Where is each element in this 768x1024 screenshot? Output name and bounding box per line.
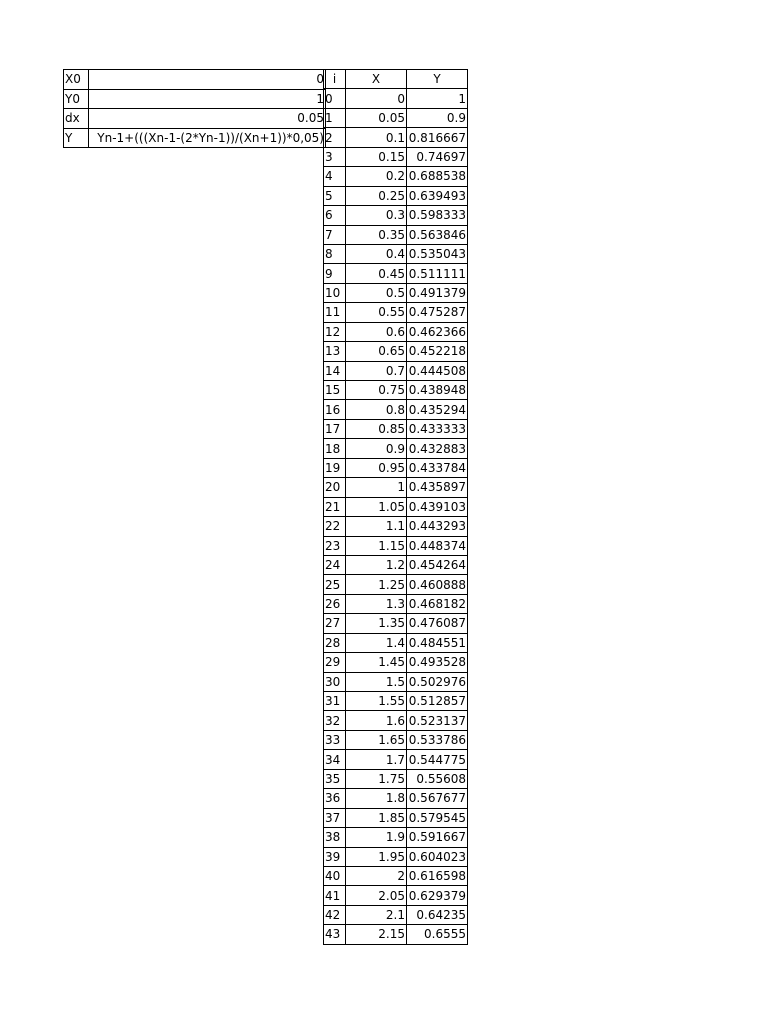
table-row (324, 206, 468, 225)
x-cell[interactable]: 1.85 (346, 808, 407, 827)
table-row (324, 866, 468, 885)
table-row (324, 128, 468, 147)
table-row (324, 497, 468, 516)
y-cell[interactable]: 0.567677 (407, 789, 468, 808)
y-cell[interactable]: 0.493528 (407, 653, 468, 672)
i-cell[interactable]: 35 (324, 769, 346, 788)
x-cell[interactable]: 0.15 (346, 147, 407, 166)
x-cell[interactable]: 1.45 (346, 653, 407, 672)
header-i[interactable]: i (324, 70, 346, 89)
x-cell[interactable]: 1.5 (346, 672, 407, 691)
table-row (324, 555, 468, 574)
y-cell[interactable]: 0.433784 (407, 458, 468, 477)
y-cell[interactable]: 0.460888 (407, 575, 468, 594)
i-cell[interactable]: 17 (324, 419, 346, 438)
i-cell[interactable]: 26 (324, 594, 346, 613)
header-y[interactable]: Y (407, 70, 468, 89)
x-cell[interactable]: 1.8 (346, 789, 407, 808)
y-cell[interactable]: 0.448374 (407, 536, 468, 555)
i-cell[interactable]: 0 (324, 89, 346, 108)
param-row (64, 128, 326, 148)
i-cell[interactable]: 10 (324, 283, 346, 302)
i-cell[interactable]: 18 (324, 439, 346, 458)
table-row (324, 905, 468, 924)
table-row (324, 419, 468, 438)
i-cell[interactable]: 23 (324, 536, 346, 555)
table-row (324, 225, 468, 244)
table-row (324, 692, 468, 711)
param-value-cell[interactable]: 0.05 (89, 109, 326, 129)
y-cell[interactable]: 0.544775 (407, 750, 468, 769)
y-cell[interactable]: 0.533786 (407, 730, 468, 749)
y-cell[interactable]: 0.523137 (407, 711, 468, 730)
x-cell[interactable]: 0.4 (346, 244, 407, 263)
y-cell[interactable]: 0.443293 (407, 517, 468, 536)
param-name-cell[interactable]: Y0 (64, 89, 89, 109)
y-cell[interactable]: 0.55608 (407, 769, 468, 788)
i-cell[interactable]: 34 (324, 750, 346, 769)
table-row (324, 458, 468, 477)
y-cell[interactable]: 0.6555 (407, 925, 468, 944)
x-cell[interactable]: 1.55 (346, 692, 407, 711)
i-cell[interactable]: 15 (324, 381, 346, 400)
x-cell[interactable]: 1.6 (346, 711, 407, 730)
table-row (324, 594, 468, 613)
x-cell[interactable]: 1.15 (346, 536, 407, 555)
table-row (324, 439, 468, 458)
table-row (324, 828, 468, 847)
y-cell[interactable]: 0.512857 (407, 692, 468, 711)
y-cell[interactable]: 0.468182 (407, 594, 468, 613)
x-cell[interactable]: 2.05 (346, 886, 407, 905)
x-cell[interactable]: 0.9 (346, 439, 407, 458)
i-cell[interactable]: 16 (324, 400, 346, 419)
i-cell[interactable]: 12 (324, 322, 346, 341)
table-row (324, 575, 468, 594)
i-cell[interactable]: 2 (324, 128, 346, 147)
y-cell[interactable]: 0.639493 (407, 186, 468, 205)
table-row (324, 108, 468, 127)
i-cell[interactable]: 31 (324, 692, 346, 711)
i-cell[interactable]: 22 (324, 517, 346, 536)
y-cell[interactable]: 0.688538 (407, 167, 468, 186)
i-cell[interactable]: 43 (324, 925, 346, 944)
y-cell[interactable]: 0.604023 (407, 847, 468, 866)
y-cell[interactable]: 0.476087 (407, 614, 468, 633)
i-cell[interactable]: 41 (324, 886, 346, 905)
i-cell[interactable]: 8 (324, 244, 346, 263)
parameters-body (64, 70, 326, 148)
x-cell[interactable]: 0 (346, 89, 407, 108)
results-header (324, 70, 468, 89)
x-cell[interactable]: 0.05 (346, 108, 407, 127)
param-value-cell[interactable]: 1 (89, 89, 326, 109)
i-cell[interactable]: 4 (324, 167, 346, 186)
i-cell[interactable]: 38 (324, 828, 346, 847)
y-cell[interactable]: 0.74697 (407, 147, 468, 166)
x-cell[interactable]: 1.1 (346, 517, 407, 536)
i-cell[interactable]: 25 (324, 575, 346, 594)
y-cell[interactable]: 1 (407, 89, 468, 108)
x-cell[interactable]: 1.35 (346, 614, 407, 633)
table-row (324, 400, 468, 419)
table-row (324, 167, 468, 186)
y-cell[interactable]: 0.816667 (407, 128, 468, 147)
x-cell[interactable]: 1.25 (346, 575, 407, 594)
x-cell[interactable]: 0.75 (346, 381, 407, 400)
i-cell[interactable]: 13 (324, 342, 346, 361)
x-cell[interactable]: 2.1 (346, 905, 407, 924)
table-row (324, 381, 468, 400)
i-cell[interactable]: 7 (324, 225, 346, 244)
param-name-cell[interactable]: dx (64, 109, 89, 129)
table-row (324, 283, 468, 302)
x-cell[interactable]: 0.8 (346, 400, 407, 419)
param-value-cell[interactable]: 0 (89, 70, 326, 90)
y-cell[interactable]: 0.616598 (407, 866, 468, 885)
i-cell[interactable]: 19 (324, 458, 346, 477)
table-row (324, 847, 468, 866)
table-row (324, 633, 468, 652)
x-cell[interactable]: 0.45 (346, 264, 407, 283)
i-cell[interactable]: 6 (324, 206, 346, 225)
y-cell[interactable]: 0.491379 (407, 283, 468, 302)
x-cell[interactable]: 0.3 (346, 206, 407, 225)
i-cell[interactable]: 24 (324, 555, 346, 574)
y-cell[interactable]: 0.435294 (407, 400, 468, 419)
x-cell[interactable]: 0.2 (346, 167, 407, 186)
y-cell[interactable]: 0.439103 (407, 497, 468, 516)
x-cell[interactable]: 1.75 (346, 769, 407, 788)
y-cell[interactable]: 0.435897 (407, 478, 468, 497)
parameters-table (63, 69, 326, 148)
y-cell[interactable]: 0.502976 (407, 672, 468, 691)
y-cell[interactable]: 0.444508 (407, 361, 468, 380)
i-cell[interactable]: 28 (324, 633, 346, 652)
table-row (324, 730, 468, 749)
table-row (324, 750, 468, 769)
results-body (324, 89, 468, 944)
table-row (324, 303, 468, 322)
i-cell[interactable]: 29 (324, 653, 346, 672)
x-cell[interactable]: 1.05 (346, 497, 407, 516)
y-cell[interactable]: 0.579545 (407, 808, 468, 827)
param-value-cell[interactable]: Yn-1+(((Xn-1-(2*Yn-1))/(Xn+1))*0,05) (89, 128, 326, 148)
header-x[interactable]: X (346, 70, 407, 89)
x-cell[interactable]: 1 (346, 478, 407, 497)
table-row (324, 672, 468, 691)
x-cell[interactable]: 1.3 (346, 594, 407, 613)
table-row (324, 89, 468, 108)
table-row (324, 478, 468, 497)
i-cell[interactable]: 42 (324, 905, 346, 924)
x-cell[interactable]: 0.65 (346, 342, 407, 361)
table-row (324, 186, 468, 205)
x-cell[interactable]: 1.2 (346, 555, 407, 574)
table-row (324, 925, 468, 944)
x-cell[interactable]: 0.25 (346, 186, 407, 205)
x-cell[interactable]: 2 (346, 866, 407, 885)
y-cell[interactable]: 0.433333 (407, 419, 468, 438)
i-cell[interactable]: 20 (324, 478, 346, 497)
y-cell[interactable]: 0.598333 (407, 206, 468, 225)
header-row (324, 70, 468, 89)
table-row (324, 147, 468, 166)
param-row (64, 89, 326, 109)
y-cell[interactable]: 0.535043 (407, 244, 468, 263)
y-cell[interactable]: 0.475287 (407, 303, 468, 322)
table-row (324, 808, 468, 827)
table-row (324, 342, 468, 361)
y-cell[interactable]: 0.452218 (407, 342, 468, 361)
y-cell[interactable]: 0.511111 (407, 264, 468, 283)
x-cell[interactable]: 0.5 (346, 283, 407, 302)
table-row (324, 264, 468, 283)
param-name-cell[interactable]: X0 (64, 70, 89, 90)
x-cell[interactable]: 1.9 (346, 828, 407, 847)
results-table (323, 69, 468, 945)
i-cell[interactable]: 11 (324, 303, 346, 322)
y-cell[interactable]: 0.462366 (407, 322, 468, 341)
y-cell[interactable]: 0.563846 (407, 225, 468, 244)
y-cell[interactable]: 0.9 (407, 108, 468, 127)
i-cell[interactable]: 40 (324, 866, 346, 885)
x-cell[interactable]: 1.4 (346, 633, 407, 652)
y-cell[interactable]: 0.454264 (407, 555, 468, 574)
x-cell[interactable]: 1.95 (346, 847, 407, 866)
x-cell[interactable]: 0.6 (346, 322, 407, 341)
i-cell[interactable]: 14 (324, 361, 346, 380)
table-row (324, 536, 468, 555)
table-row (324, 614, 468, 633)
i-cell[interactable]: 33 (324, 730, 346, 749)
x-cell[interactable]: 0.35 (346, 225, 407, 244)
i-cell[interactable]: 39 (324, 847, 346, 866)
x-cell[interactable]: 0.7 (346, 361, 407, 380)
i-cell[interactable]: 3 (324, 147, 346, 166)
table-row (324, 361, 468, 380)
x-cell[interactable]: 0.1 (346, 128, 407, 147)
y-cell[interactable]: 0.64235 (407, 905, 468, 924)
x-cell[interactable]: 2.15 (346, 925, 407, 944)
i-cell[interactable]: 9 (324, 264, 346, 283)
table-row (324, 653, 468, 672)
i-cell[interactable]: 27 (324, 614, 346, 633)
table-row (324, 711, 468, 730)
table-row (324, 789, 468, 808)
x-cell[interactable]: 0.95 (346, 458, 407, 477)
table-row (324, 322, 468, 341)
i-cell[interactable]: 30 (324, 672, 346, 691)
y-cell[interactable]: 0.629379 (407, 886, 468, 905)
i-cell[interactable]: 36 (324, 789, 346, 808)
i-cell[interactable]: 32 (324, 711, 346, 730)
param-row (64, 109, 326, 129)
param-row (64, 70, 326, 90)
y-cell[interactable]: 0.484551 (407, 633, 468, 652)
table-row (324, 886, 468, 905)
x-cell[interactable]: 1.65 (346, 730, 407, 749)
x-cell[interactable]: 0.55 (346, 303, 407, 322)
table-row (324, 517, 468, 536)
i-cell[interactable]: 21 (324, 497, 346, 516)
table-row (324, 769, 468, 788)
x-cell[interactable]: 1.7 (346, 750, 407, 769)
table-row (324, 244, 468, 263)
y-cell[interactable]: 0.591667 (407, 828, 468, 847)
i-cell[interactable]: 37 (324, 808, 346, 827)
param-name-cell[interactable]: Y (64, 128, 89, 148)
i-cell[interactable]: 5 (324, 186, 346, 205)
y-cell[interactable]: 0.432883 (407, 439, 468, 458)
x-cell[interactable]: 0.85 (346, 419, 407, 438)
i-cell[interactable]: 1 (324, 108, 346, 127)
y-cell[interactable]: 0.438948 (407, 381, 468, 400)
